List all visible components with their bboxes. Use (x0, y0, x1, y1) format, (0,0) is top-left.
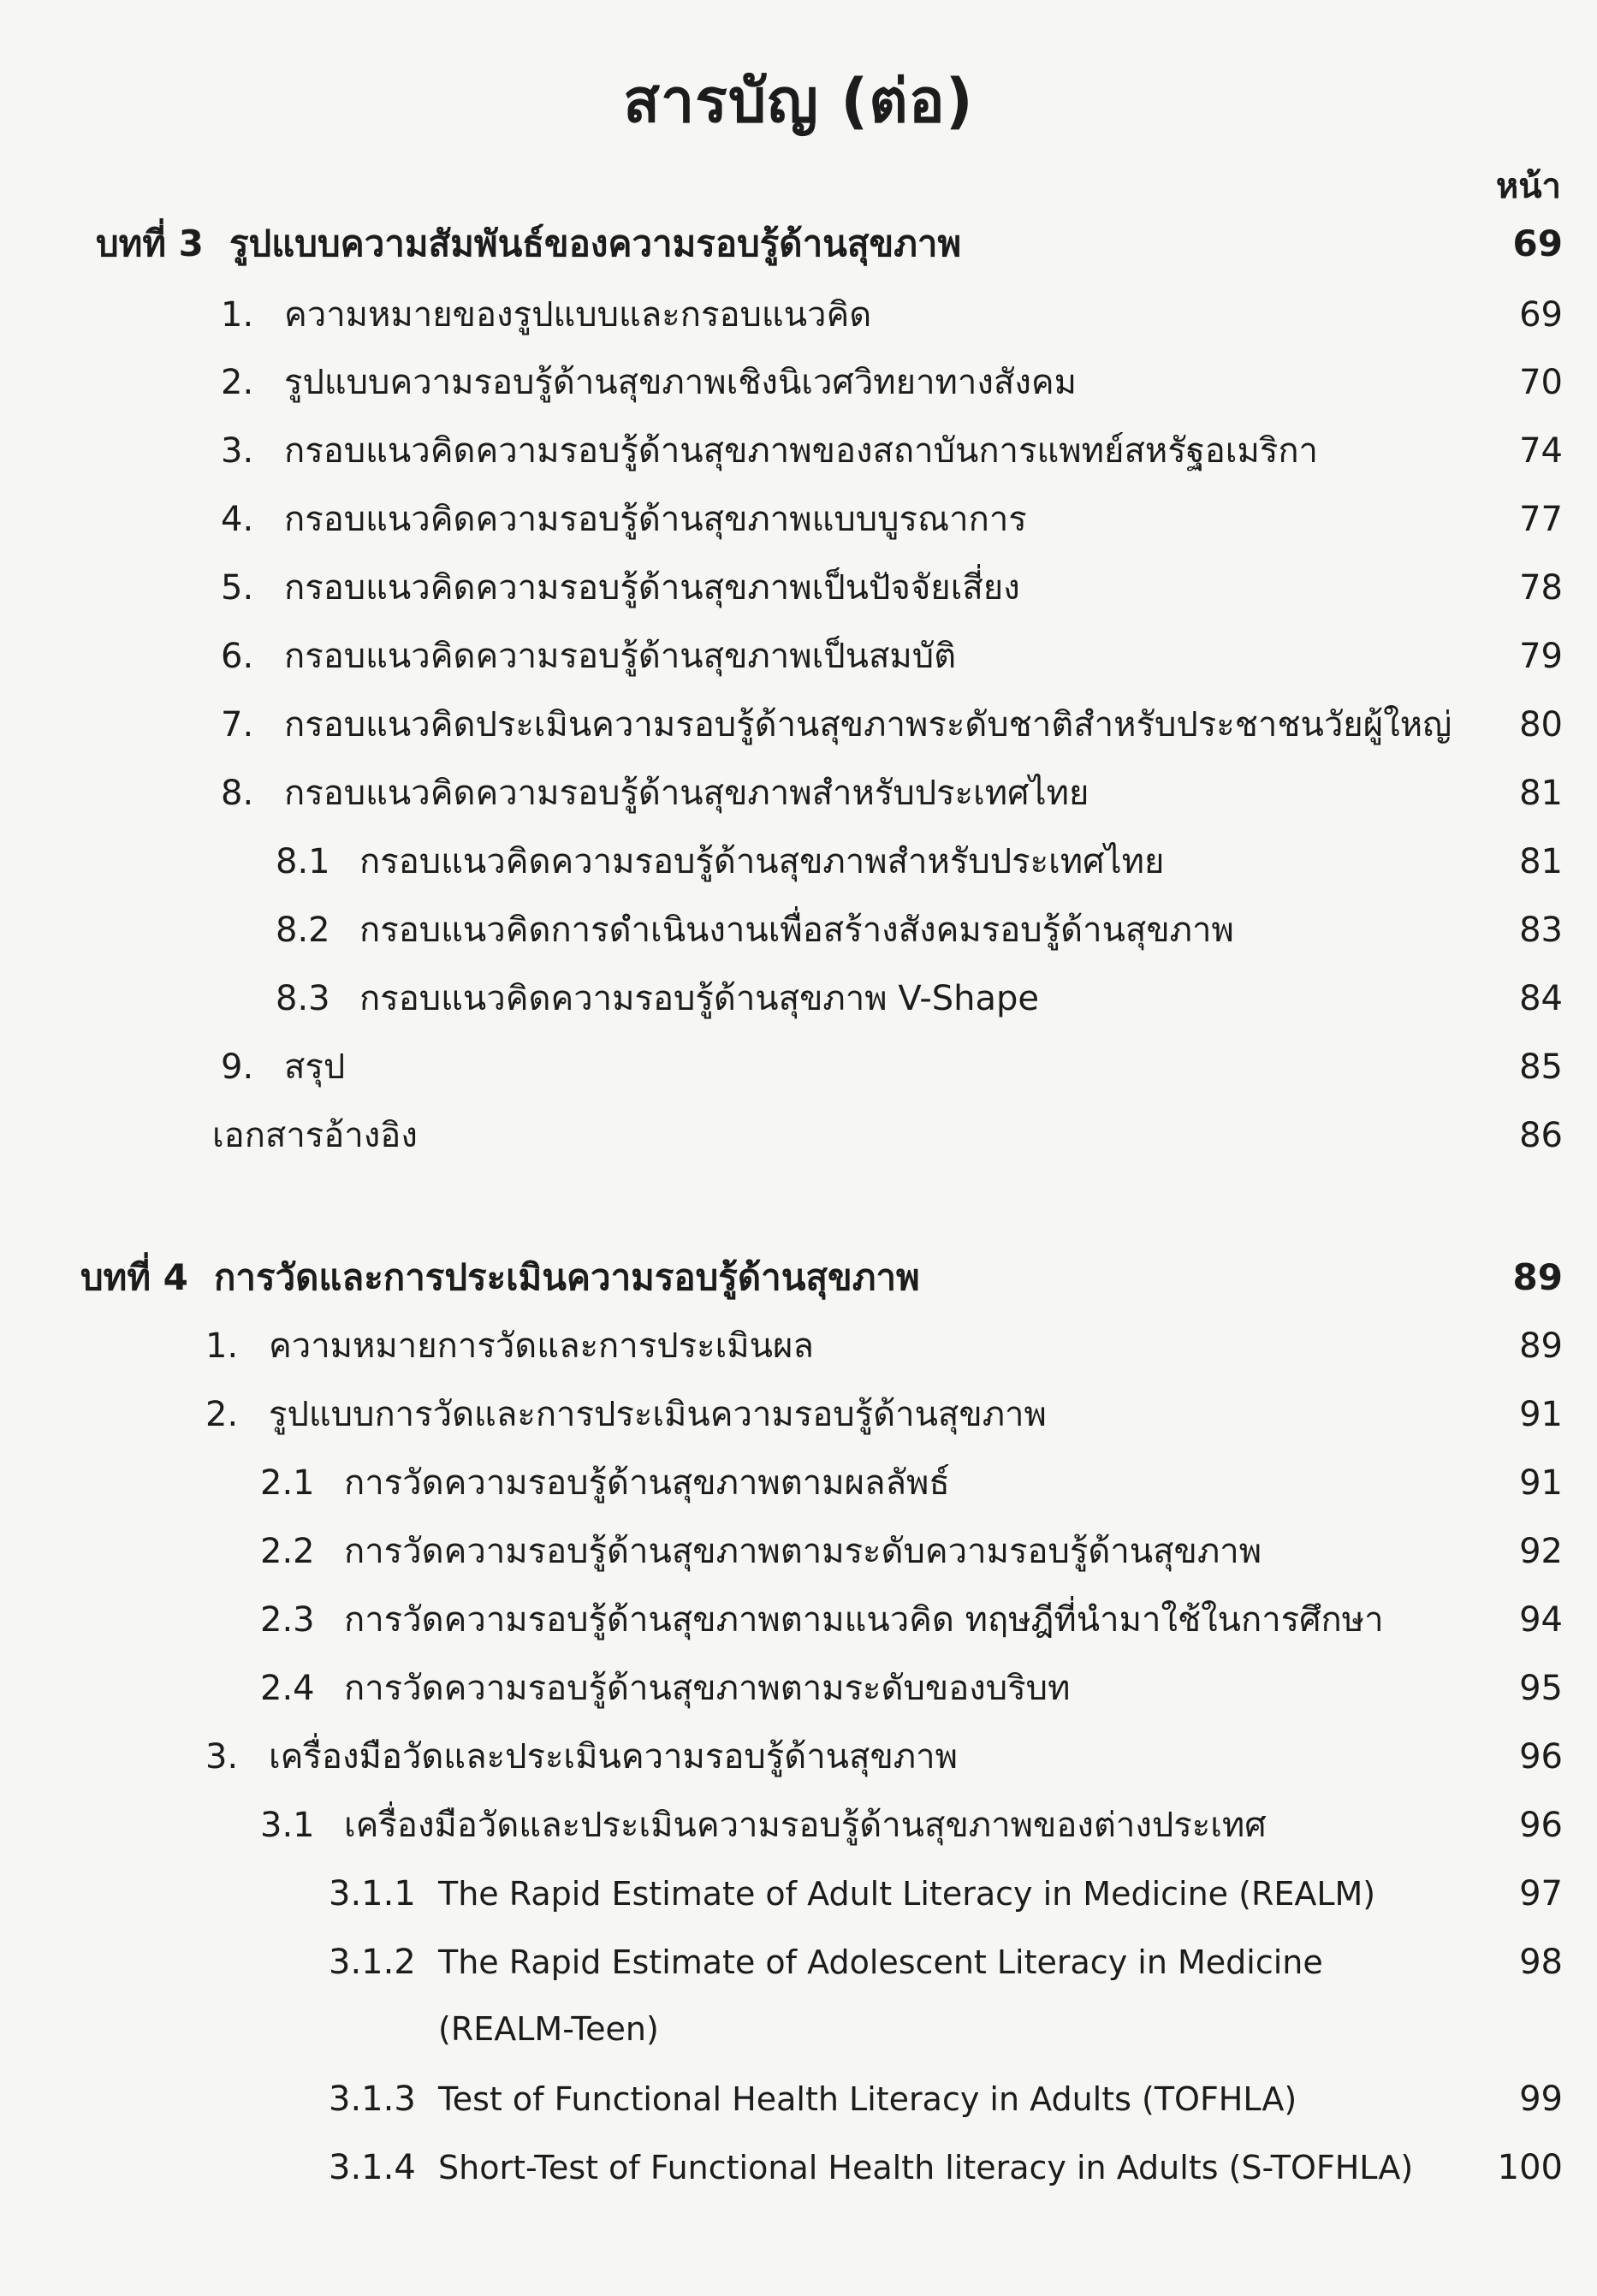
toc-entry-title: เอกสารอ้างอิง (212, 1116, 418, 1155)
toc-entry-row (0, 1590, 1597, 1650)
toc-entry-title: กรอบแนวคิดความรอบรู้ด้านสุขภาพสำหรับประเทศไทย (284, 774, 1089, 813)
toc-entry-row (0, 2138, 1597, 2198)
toc-entry-page: 98 (1519, 1943, 1563, 1982)
toc-entry-title: การวัดความรอบรู้ด้านสุขภาพตามระดับความรอบรู้ด้านสุขภาพ (344, 1532, 1262, 1571)
toc-entry-title: รูปแบบความรอบรู้ด้านสุขภาพเชิงนิเวศวิทยาทางสังคม (284, 363, 1077, 402)
toc-entry-title: กรอบแนวคิดประเมินความรอบรู้ด้านสุขภาพระดับชาติสำหรับประชาชนวัยผู้ใหญ่ (284, 705, 1452, 745)
toc-entry-row (0, 969, 1597, 1029)
toc-entry-title: Test of Functional Health Literacy in Adults (TOFHLA) (438, 2080, 1297, 2118)
toc-entry-title: กรอบแนวคิดความรอบรู้ด้านสุขภาพ V-Shape (359, 979, 1040, 1018)
toc-entry-title: กรอบแนวคิดความรอบรู้ด้านสุขภาพแบบบูรณาการ (284, 500, 1027, 539)
toc-entry-number: 2.4 (260, 1669, 315, 1708)
toc-entry-row (0, 353, 1597, 412)
toc-entry-number: 8.2 (276, 911, 330, 950)
toc-entry-page: 81 (1519, 842, 1563, 881)
toc-entry-row (0, 1106, 1597, 1166)
toc-entry-number: 3.1.1 (329, 1874, 416, 1913)
toc-entry-row (0, 626, 1597, 686)
toc-entry-page: 69 (1519, 295, 1563, 335)
toc-entry-number: 1. (205, 1326, 239, 1366)
toc-entry-title: กรอบแนวคิดความรอบรู้ด้านสุขภาพของสถาบันการแพทย์สหรัฐอเมริกา (284, 431, 1319, 471)
toc-entry-title: การวัดและการประเมินความรอบรู้ด้านสุขภาพ (214, 1256, 920, 1298)
toc-entry-page: 91 (1519, 1463, 1563, 1503)
toc-entry-number: 2.3 (260, 1600, 315, 1640)
toc-entry-number: 6. (221, 637, 254, 676)
toc-entry-page: 91 (1519, 1395, 1563, 1434)
toc-entry-title: กรอบแนวคิดความรอบรู้ด้านสุขภาพสำหรับประเทศไทย (359, 842, 1165, 881)
toc-entry-number: 2. (205, 1395, 239, 1434)
toc-entry-number: 2.2 (260, 1532, 315, 1571)
toc-entry-page: 100 (1497, 2148, 1563, 2187)
toc-entry-page: 77 (1519, 500, 1563, 539)
toc-entry-title: รูปแบบความสัมพันธ์ของความรอบรู้ด้านสุขภาพ (229, 222, 962, 264)
toc-entry-number: 3.1 (260, 1806, 315, 1845)
toc-entry-number: 4. (221, 500, 254, 539)
toc-entry-page: 97 (1519, 1874, 1563, 1913)
toc-entry-number: 3. (205, 1737, 239, 1777)
toc-entry-page: 92 (1519, 1532, 1563, 1571)
toc-entry-page: 69 (1512, 222, 1563, 264)
toc-entry-page: 94 (1519, 1600, 1563, 1640)
toc-entry-title: กรอบแนวคิดความรอบรู้ด้านสุขภาพเป็นสมบัติ (284, 637, 957, 676)
toc-entry-page: 81 (1519, 774, 1563, 813)
toc-entry-row (0, 1658, 1597, 1718)
toc-entry-row (0, 900, 1597, 960)
toc-entry-row (0, 489, 1597, 549)
toc-entry-number: บทที่ 3 (96, 222, 204, 264)
toc-entry-number: 7. (221, 705, 254, 745)
toc-entry-number: 8. (221, 774, 254, 813)
toc-entry-title: รูปแบบการวัดและการประเมินความรอบรู้ด้านสุขภาพ (269, 1395, 1047, 1434)
toc-entry-row (0, 1453, 1597, 1513)
toc-entry-title: ความหมายของรูปแบบและกรอบแนวคิด (284, 295, 872, 335)
toc-entry-row (0, 1864, 1597, 1924)
toc-entry-number: 3.1.3 (329, 2079, 416, 2119)
toc-entry-row (0, 763, 1597, 823)
toc-entry-page: 84 (1519, 979, 1563, 1018)
toc-entry-page: 89 (1512, 1256, 1563, 1298)
toc-entry-number: 3. (221, 431, 254, 471)
toc-entry-row (0, 2069, 1597, 2129)
toc-entry-row (0, 1385, 1597, 1445)
toc-entry-row (0, 421, 1597, 481)
toc-entry-page: 80 (1519, 705, 1563, 745)
toc-entry-title: กรอบแนวคิดการดำเนินงานเพื่อสร้างสังคมรอบรู้ด้านสุขภาพ (359, 911, 1234, 950)
toc-entry-row (0, 1727, 1597, 1787)
toc-entry-number: 3.1.2 (329, 1943, 416, 1982)
toc-entry-row (0, 1037, 1597, 1097)
toc-entry-row (0, 1795, 1597, 1855)
toc-entry-title: The Rapid Estimate of Adult Literacy in Medicine (REALM) (438, 1875, 1376, 1913)
toc-entry-row (0, 832, 1597, 892)
toc-entry-title: Short-Test of Functional Health literacy in Adults (S-TOFHLA) (438, 2149, 1414, 2186)
toc-entry-row (0, 1316, 1597, 1376)
toc-chapter-row (0, 1248, 1597, 1308)
toc-entry-page: 99 (1519, 2079, 1563, 2119)
toc-entry-row (0, 1999, 1597, 2059)
toc-entry-number: 5. (221, 568, 254, 608)
toc-entry-number: บทที่ 4 (80, 1256, 188, 1298)
toc-entry-title: The Rapid Estimate of Adolescent Literacy in Medicine (438, 1943, 1323, 1981)
toc-entry-title: เครื่องมือวัดและประเมินความรอบรู้ด้านสุขภาพของต่างประเทศ (344, 1806, 1267, 1845)
toc-entry-title: ความหมายการวัดและการประเมินผล (269, 1326, 814, 1366)
toc-entry-title: การวัดความรอบรู้ด้านสุขภาพตามระดับของบริบท (344, 1669, 1071, 1708)
toc-entry-title: เครื่องมือวัดและประเมินความรอบรู้ด้านสุขภาพ (269, 1737, 958, 1777)
toc-entry-title: กรอบแนวคิดความรอบรู้ด้านสุขภาพเป็นปัจจัยเสี่ยง (284, 568, 1020, 608)
toc-entry-number: 2.1 (260, 1463, 315, 1503)
toc-entry-row (0, 695, 1597, 755)
toc-entry-page: 74 (1519, 431, 1563, 471)
toc-chapter-row (0, 214, 1597, 274)
toc-entry-title: สรุป (284, 1047, 346, 1087)
toc-entry-page: 96 (1519, 1806, 1563, 1845)
toc-entry-page: 85 (1519, 1047, 1563, 1087)
toc-entry-number: 3.1.4 (329, 2148, 416, 2187)
toc-entry-number: 9. (221, 1047, 254, 1087)
toc-entry-title: การวัดความรอบรู้ด้านสุขภาพตามแนวคิด ทฤษฎีที่นำมาใช้ในการศึกษา (344, 1600, 1384, 1640)
page-column-label: หน้า (1495, 167, 1561, 206)
toc-entry-page: 83 (1519, 911, 1563, 950)
toc-entry-number: 1. (221, 295, 254, 335)
toc-entry-page: 89 (1519, 1326, 1563, 1366)
toc-entry-page: 95 (1519, 1669, 1563, 1708)
toc-entry-title: การวัดความรอบรู้ด้านสุขภาพตามผลลัพธ์ (344, 1463, 950, 1503)
toc-entry-page: 70 (1519, 363, 1563, 402)
toc-entry-title: (REALM-Teen) (438, 2010, 659, 2048)
toc-entry-page: 79 (1519, 637, 1563, 676)
toc-entry-number: 2. (221, 363, 254, 402)
toc-entry-row (0, 1522, 1597, 1581)
toc-entry-page: 78 (1519, 568, 1563, 608)
toc-entry-row (0, 558, 1597, 618)
toc-entry-page: 86 (1519, 1116, 1563, 1155)
toc-entry-number: 8.3 (276, 979, 330, 1018)
toc-entry-row (0, 1932, 1597, 1992)
page-title: สารบัญ (ต่อ) (623, 66, 974, 136)
toc-entry-page: 96 (1519, 1737, 1563, 1777)
toc-entry-number: 8.1 (276, 842, 330, 881)
toc-entry-row (0, 285, 1597, 345)
